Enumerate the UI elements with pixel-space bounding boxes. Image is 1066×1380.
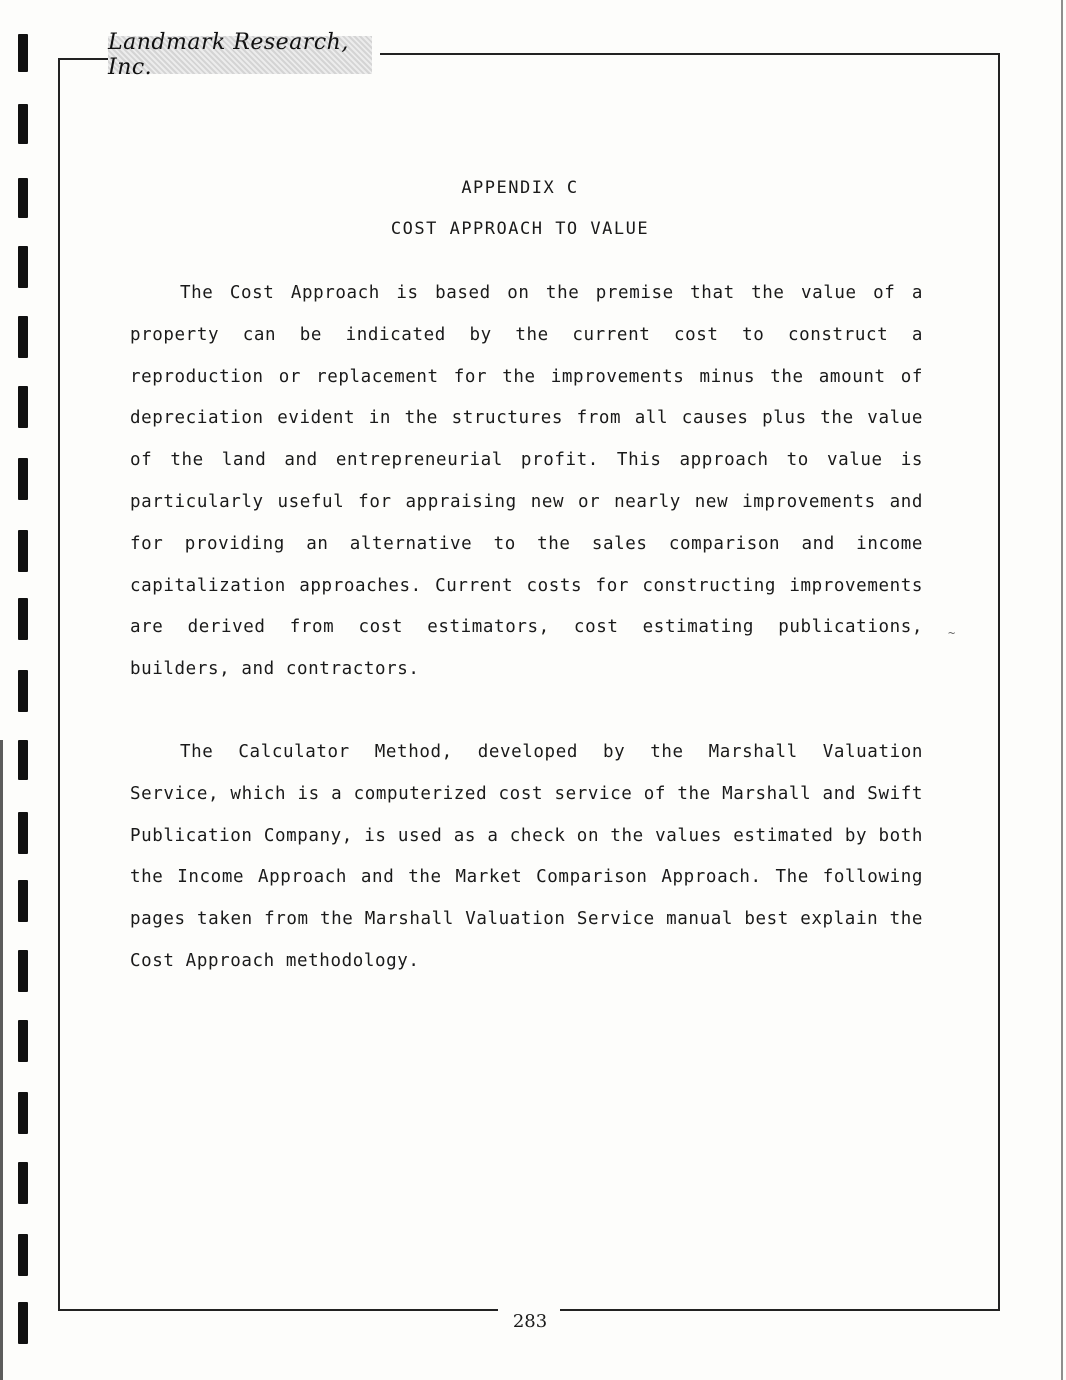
binding-hole — [18, 1162, 28, 1204]
frame-border-top — [380, 53, 1000, 55]
binding-hole — [18, 316, 28, 358]
binding-hole — [18, 386, 28, 428]
frame-border-bottom — [560, 1309, 1000, 1311]
binding-hole — [18, 458, 28, 500]
binding-hole — [18, 1020, 28, 1062]
company-logo — [108, 30, 372, 80]
binding-hole — [18, 246, 28, 288]
logo-text: Landmark Research, Inc. — [108, 30, 349, 80]
binding-hole — [18, 812, 28, 854]
binding-hole — [18, 950, 28, 992]
binding-hole — [18, 598, 28, 640]
section-title: COST APPROACH TO VALUE — [390, 219, 650, 239]
paragraph: The Cost Approach is based on the premise that the value of a property can be indicated by the current cost to construct a reproduction or replacement for the improvements minus the amount of depreciation evident in the structures from all causes plus the value of the land and entrepreneurial profit. This approach to value is particularly useful for appraising new or nearly new improvements and for providing an alternative to the sales comparison and income capitalization approaches. Current costs for constructing improvements are derived from cost estimators, cost estimating publications, builders, and contractors. — [130, 283, 923, 680]
page-edge — [1061, 0, 1063, 1380]
binder-edge — [0, 740, 3, 1380]
binding-hole — [18, 530, 28, 572]
page-number: 283 — [512, 1311, 548, 1332]
binding-hole — [18, 740, 28, 780]
appendix-label: APPENDIX C — [461, 178, 579, 198]
scan-mark: ~ — [948, 626, 956, 640]
binding-hole — [18, 104, 28, 144]
binding-hole — [18, 880, 28, 922]
paragraph: The Calculator Method, developed by the Marshall Valuation Service, which is a computerized cost service of the Marshall and Swift Publication Company, is used as a check on the values estimated by both the Income Approach and the Market Comparison Approach. The following pages taken from the Marshall Valuation Service manual best explain the Cost Approach methodology. — [130, 742, 923, 971]
binding-hole — [18, 1092, 28, 1134]
binding-hole — [18, 670, 28, 712]
binding-hole — [18, 34, 28, 72]
binding-hole — [18, 1234, 28, 1276]
frame-border-bottom — [58, 1309, 498, 1311]
binding-hole — [18, 1302, 28, 1344]
frame-border-left — [58, 58, 60, 1311]
frame-border-right — [998, 53, 1000, 1311]
frame-border-top — [58, 58, 108, 60]
